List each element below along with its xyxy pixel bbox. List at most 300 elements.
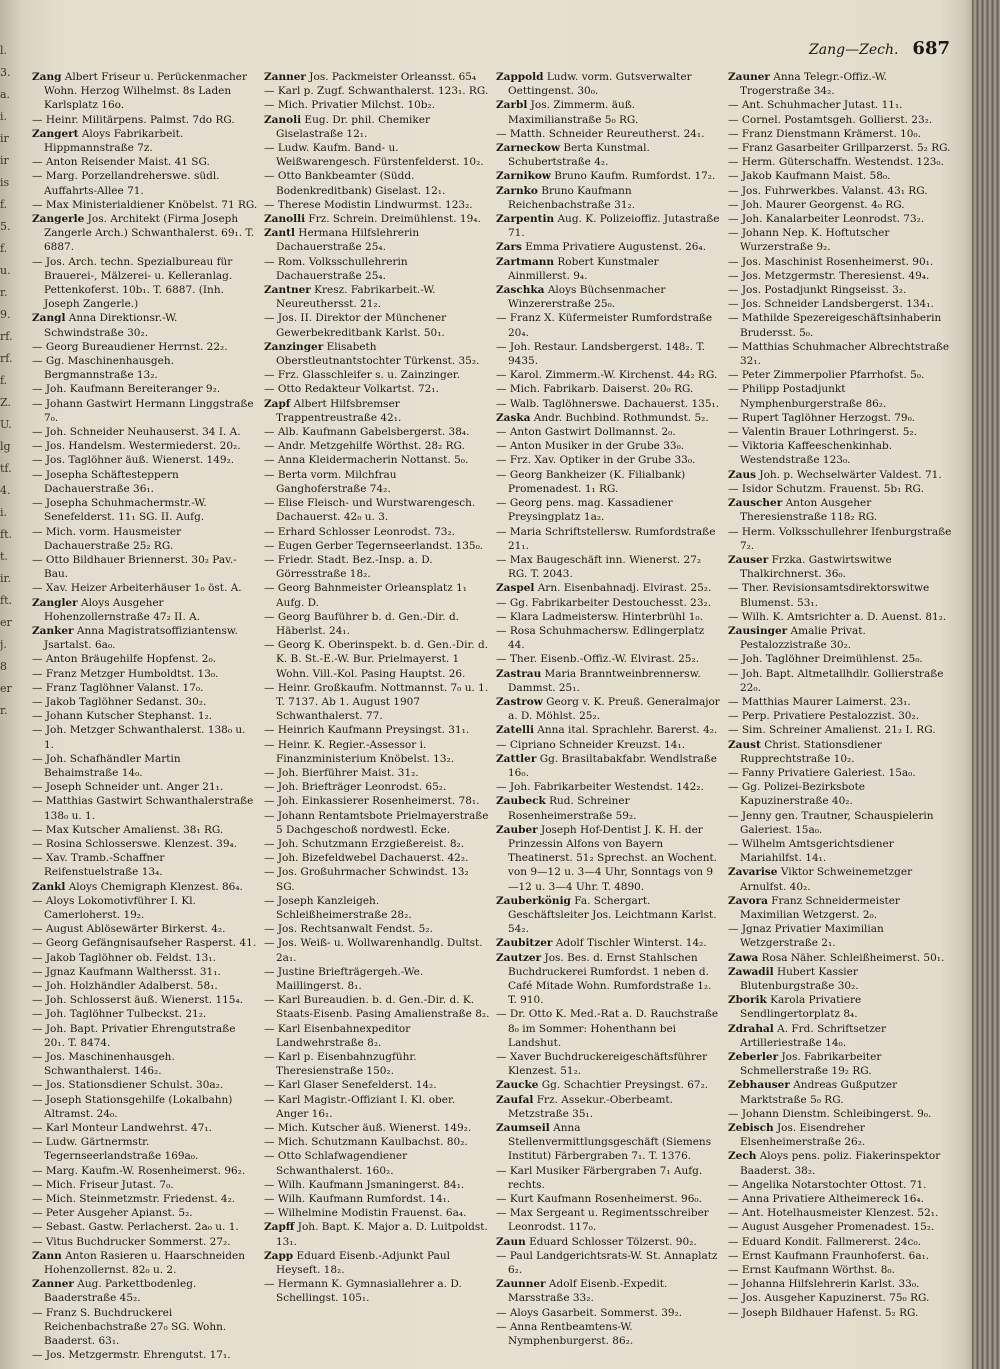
- entry-text: — Anton Gastwirt Dollmannst. 2₀.: [496, 426, 676, 439]
- directory-entry: [32, 1220, 258, 1234]
- entry-text: Karola Privatiere Sendlingertorplatz 8₄.: [740, 994, 862, 1021]
- entry-text: — Joh. Maurer Georgenst. 4₀ RG.: [728, 198, 905, 211]
- directory-entry: [496, 1121, 722, 1164]
- entry-text: Aloys pens. poliz. Fiakerinspektor Baaderst. 38₂.: [740, 1150, 941, 1177]
- entry-text: — Viktoria Kaffeeschenkinhab. Westendstraße 123₀.: [728, 440, 893, 467]
- surname-heading: Zawa: [728, 951, 759, 964]
- surname-heading: Zaspel: [496, 582, 535, 595]
- directory-entry: [728, 1149, 954, 1177]
- entry-text: — Karl Monteur Landwehrst. 47₁.: [32, 1122, 212, 1135]
- entry-text: Eduard Schlosser Tölzerst. 90₂.: [525, 1235, 697, 1248]
- entry-text: — Franz Taglöhner Valanst. 17₀.: [32, 681, 204, 694]
- surname-heading: Zarpentin: [496, 213, 555, 226]
- directory-entry: [496, 695, 722, 723]
- directory-entry: [264, 311, 490, 339]
- directory-entry: [264, 340, 490, 368]
- directory-entry: [32, 894, 258, 922]
- directory-entry: [496, 581, 722, 595]
- directory-entry: [728, 425, 954, 439]
- directory-entry: [264, 965, 490, 993]
- entry-text: — Josepha Schuhmachermstr.-W. Senefelderst. 11₁ SG. II. Aufg.: [32, 497, 207, 524]
- entry-text: — Isidor Schutzm. Frauenst. 5b₁ RG.: [728, 482, 924, 495]
- directory-entry: [264, 539, 490, 553]
- surname-heading: Zebisch: [728, 1122, 774, 1135]
- entry-text: — Jos. Maschinenhausgeh. Schwanthalerst. 146₂.: [32, 1051, 175, 1078]
- directory-entry: [264, 894, 490, 922]
- entry-text: — Franz Dienstmann Krämerst. 10₀.: [728, 127, 921, 140]
- entry-text: — Andr. Metzgehilfe Wörthst. 28₂ RG.: [264, 440, 465, 453]
- directory-entry: [496, 823, 722, 894]
- directory-entry: [264, 382, 490, 396]
- directory-entry: [264, 553, 490, 581]
- entry-text: Maria Branntweinbrennersw. Dammst. 25₁.: [508, 667, 701, 694]
- surname-heading: Zankl: [32, 880, 66, 893]
- directory-entry: [264, 780, 490, 794]
- directory-entry: [32, 468, 258, 496]
- directory-entry: [32, 752, 258, 780]
- entry-text: — Otto Bildhauer Briennerst. 30₂ Pav.-Bau.: [32, 553, 237, 581]
- edge-fragment: er: [0, 682, 12, 695]
- directory-entry: [728, 1306, 954, 1320]
- directory-entry: [728, 482, 954, 496]
- directory-entry: [496, 340, 722, 368]
- directory-entry: [728, 780, 954, 808]
- directory-entry: [264, 738, 490, 766]
- edge-fragment: f.: [0, 374, 8, 387]
- entry-text: — Georg Bauführer b. d. Gen.-Dir. d. Häberlst. 24₁.: [264, 610, 459, 637]
- entry-text: — Heinr. K. Regier.-Assessor i. Finanzministerium Knöbelst. 13₂.: [264, 738, 455, 765]
- directory-entry: [496, 1192, 722, 1206]
- surname-heading: Zaus: [728, 468, 757, 481]
- directory-entry: [496, 596, 722, 610]
- directory-entry: [496, 624, 722, 652]
- surname-heading: Zausinger: [728, 624, 788, 637]
- directory-entry: [496, 1320, 722, 1348]
- surname-heading: Zauberkönig: [496, 894, 571, 907]
- surname-heading: Zaun: [496, 1235, 526, 1248]
- entry-text: — Walb. Taglöhnerswe. Dachauerst. 135₁.: [496, 397, 720, 410]
- entry-text: — Karl p. Zugf. Schwanthalerst. 123₁. RG.: [264, 85, 489, 98]
- directory-entry: [32, 993, 258, 1007]
- directory-entry: [728, 1263, 954, 1277]
- directory-entry: [496, 382, 722, 396]
- entry-text: — Therese Modistin Lindwurmst. 123₂.: [264, 198, 473, 211]
- entry-text: — Max Baugeschäft inn. Wienerst. 27₂ RG. T. 2043.: [496, 553, 702, 581]
- surname-heading: Zaufal: [496, 1093, 534, 1106]
- surname-heading: Zaschka: [496, 284, 545, 297]
- entry-text: — Mich. Friseur Jutast. 7₀.: [32, 1178, 174, 1191]
- directory-entry: [728, 1249, 954, 1263]
- directory-entry: [32, 667, 258, 681]
- entry-text: — Karl Magistr.-Offiziant I. Kl. ober. Anger 16₁.: [264, 1093, 456, 1120]
- entry-text: — Max Kutscher Amalienst. 38₁ RG.: [32, 823, 224, 836]
- directory-entry: [728, 1291, 954, 1305]
- directory-entry: [32, 709, 258, 723]
- directory-entry: [32, 1078, 258, 1092]
- entry-text: — Johann Nep. K. Hoftutscher Wurzerstraße 9₂.: [728, 227, 890, 254]
- directory-entry: [496, 738, 722, 752]
- entry-text: Anna Magistratsoffiziantensw. Jsartalst. 6a₀.: [44, 624, 238, 652]
- surname-heading: Zarnko: [496, 184, 538, 197]
- column-1: [32, 70, 258, 1360]
- directory-entry: [728, 766, 954, 780]
- entry-text: — Philipp Postadjunkt Nymphenburgerstraße 86₂.: [728, 383, 887, 410]
- entry-text: — Justine Briefträgergeh.-We. Maillingerst. 8₁.: [264, 965, 424, 992]
- directory-entry: [496, 780, 722, 794]
- entry-text: — Karol. Zimmerm.-W. Kirchenst. 44₂ RG.: [496, 369, 718, 382]
- directory-entry: [728, 113, 954, 127]
- entry-text: — Aloys Lokomotivführer I. Kl. Camerloherst. 19₂.: [32, 894, 196, 921]
- directory-entry: [264, 1249, 490, 1277]
- entry-text: — Jos. Taglöhner äuß. Wienerst. 149₂.: [32, 454, 235, 467]
- directory-entry: [728, 1220, 954, 1234]
- entry-text: — Georg pens. mag. Kassadiener Preysingplatz 1a₂.: [496, 497, 673, 524]
- directory-entry: [264, 1220, 490, 1248]
- surname-heading: Zangler: [32, 596, 78, 609]
- entry-text: — Joh. Einkassierer Rosenheimerst. 78₁.: [264, 795, 480, 808]
- entry-text: Anton Ausgeher Theresienstraße 118₂ RG.: [740, 497, 878, 524]
- entry-text: Frzka. Gastwirtswitwe Thalkirchnerst. 36₀.: [740, 553, 892, 581]
- entry-text: Jos. Zimmerm. äuß. Maximilianstraße 5₀ RG.: [508, 99, 639, 126]
- entry-text: — Jakob Kaufmann Maist. 58₀.: [728, 170, 891, 183]
- entry-text: Jos. Packmeister Orleansst. 65₄: [305, 71, 477, 83]
- directory-entry: [264, 865, 490, 893]
- directory-entry: [264, 141, 490, 169]
- surname-heading: Zaumseil: [496, 1122, 550, 1135]
- entry-text: — Joh. Fabrikarbeiter Westendst. 142₂.: [496, 781, 704, 794]
- entry-text: — Georg Bankheizer (K. Filialbank) Promenadest. 1₁ RG.: [496, 468, 686, 495]
- entry-text: — Franz X. Küfermeister Rumfordstraße 20₄.: [496, 312, 713, 339]
- surname-heading: Zanner: [264, 71, 306, 83]
- entry-text: Andreas Gußputzer Marktstraße 5₀ RG.: [740, 1079, 898, 1106]
- book-page-edges: [972, 0, 1000, 1369]
- directory-entry: [728, 496, 954, 524]
- entry-text: Eduard Eisenb.-Adjunkt Paul Heyseft. 18₂.: [276, 1249, 450, 1277]
- entry-text: — Mathilde Spezereigeschäftsinhaberin Brudersst. 5₀.: [728, 312, 942, 339]
- entry-text: — Jakob Taglöhner Sedanst. 30₂.: [32, 695, 207, 708]
- surname-heading: Zaubeck: [496, 795, 546, 808]
- surname-heading: Zaska: [496, 411, 531, 424]
- edge-fragment: i.: [0, 110, 8, 123]
- entry-text: — Karl Musiker Färbergraben 7₁ Aufg. rechts.: [496, 1164, 703, 1191]
- directory-entry: [264, 766, 490, 780]
- entry-text: Emma Privatiere Augustenst. 26₄.: [521, 241, 707, 254]
- entry-text: — Wilhelm Amtsgerichtsdiener Mariahilfst. 14₁.: [728, 837, 894, 865]
- directory-entry: [32, 624, 258, 652]
- entry-text: — Joh. Bierführer Maist. 31₂.: [264, 766, 419, 779]
- surname-heading: Zangert: [32, 127, 79, 140]
- directory-entry: [32, 1192, 258, 1206]
- directory-entry: [32, 1249, 258, 1277]
- directory-entry: [728, 184, 954, 198]
- directory-entry: [496, 894, 722, 937]
- entry-text: — Joh. Taglöhner Tulbeckst. 21₂.: [32, 1008, 207, 1021]
- directory-entry: [32, 922, 258, 936]
- directory-entry: [496, 667, 722, 695]
- edge-fragment: Z.: [0, 396, 11, 409]
- entry-text: — Joh. Schlosserst äuß. Wienerst. 115₄.: [32, 994, 244, 1007]
- directory-entry: [32, 553, 258, 581]
- entry-text: — Joh. Kaufmann Bereiteranger 9₂.: [32, 383, 221, 396]
- entry-text: — Rupert Taglöhner Herzogst. 79₀.: [728, 411, 916, 424]
- directory-entry: [32, 340, 258, 354]
- edge-fragment: j.: [0, 638, 7, 651]
- directory-entry: [728, 809, 954, 837]
- surname-heading: Zartmann: [496, 255, 555, 268]
- entry-text: — Ludw. Kaufm. Band- u. Weißwarengesch. Fürstenfelderst. 10₂.: [264, 142, 484, 169]
- adjacent-page-edge-text: [0, 40, 24, 1340]
- directory-entry: [728, 525, 954, 553]
- entry-text: — Otto Bankbeamter (Südd. Bodenkreditbank) Giselast. 12₁.: [264, 170, 446, 197]
- entry-text: — Kurt Kaufmann Rosenheimerst. 96₀.: [496, 1193, 702, 1206]
- entry-text: Robert Kunstmaler Ainmillerst. 9₄.: [508, 255, 659, 282]
- entry-text: — Joh. Briefträger Leonrodst. 65₂.: [264, 781, 447, 794]
- column-4: [728, 70, 954, 1360]
- entry-text: — Berta vorm. Milchfrau Ganghoferstraße 74₂.: [264, 468, 397, 495]
- entry-text: — Gg. Fabrikarbeiter Destouchesst. 23₂.: [496, 596, 712, 609]
- directory-entry: [496, 1235, 722, 1249]
- entry-text: Joh. Bapt. K. Major a. D. Luitpoldst. 13₁.: [276, 1221, 488, 1248]
- entry-text: — Otto Schlafwagendiener Schwanthalerst. 160₂.: [264, 1150, 408, 1177]
- entry-text: Elisabeth Oberstleutnantstochter Türkenst. 35₂.: [276, 340, 480, 368]
- directory-entry: [32, 1164, 258, 1178]
- entry-text: — Karl Glaser Senefelderst. 14₂.: [264, 1079, 437, 1092]
- surname-heading: Zantl: [264, 227, 295, 240]
- entry-text: — Peter Ausgeher Apianst. 5₂.: [32, 1207, 193, 1220]
- entry-text: — Rosina Schlosserswe. Klenzest. 39₄.: [32, 837, 238, 850]
- directory-entry: [496, 752, 722, 780]
- entry-text: — Mich. Steinmetzmstr. Friedenst. 4₂.: [32, 1193, 236, 1206]
- directory-entry: [728, 155, 954, 169]
- directory-entry: [32, 127, 258, 155]
- surname-heading: Zanker: [32, 624, 74, 637]
- entry-text: — Jgnaz Privatier Maximilian Wetzgerstraße 2₁.: [728, 923, 884, 950]
- surname-heading: Zaubitzer: [496, 937, 553, 950]
- entry-text: — Gg. Maschinenhausgeh. Bergmannstraße 13₂.: [32, 355, 174, 382]
- directory-entry: [496, 255, 722, 283]
- directory-entry: [264, 98, 490, 112]
- running-head: Zang—Zech.: [809, 42, 899, 58]
- surname-heading: Zastrow: [496, 695, 543, 708]
- entry-text: — Joh. Schneider Neuhauserst. 34 I. A.: [32, 426, 241, 439]
- directory-entry: [728, 993, 954, 1021]
- surname-heading: Zaust: [728, 738, 761, 751]
- entry-text: — Karl Eisenbahnexpeditor Landwehrstraße 8₂.: [264, 1022, 411, 1049]
- entry-text: — Angelika Notarstochter Ottost. 71.: [728, 1178, 927, 1191]
- entry-text: Bruno Kaufm. Rumfordst. 17₂.: [550, 170, 716, 183]
- edge-fragment: er: [0, 616, 12, 629]
- directory-entry: [32, 354, 258, 382]
- directory-entry: [264, 212, 490, 226]
- directory-entry: [728, 837, 954, 865]
- entry-text: — Elise Fleisch- und Wurstwarengesch. Dachauerst. 42₀ u. 3.: [264, 497, 476, 524]
- entry-text: — Karl Bureaudien. b. d. Gen.-Dir. d. K. Staats-Eisenb. Pasing Amalienstraße 8₂.: [264, 994, 490, 1021]
- entry-text: Berta Kunstmal. Schubertstraße 4₂.: [508, 142, 650, 169]
- directory-entry: [496, 553, 722, 581]
- directory-entry: [32, 1178, 258, 1192]
- edge-fragment: rf.: [0, 330, 13, 343]
- directory-entry: [264, 1206, 490, 1220]
- entry-text: — Matthias Gastwirt Schwanthalerstraße 138₀ u. 1.: [32, 795, 254, 822]
- entry-text: Albert Friseur u. Perückenmacher Wohn. Herzog Wilhelmst. 8s Laden Karlsplatz 16o.: [44, 71, 247, 112]
- directory-entry: [496, 1249, 722, 1277]
- entry-text: — Matthias Schuhmacher Albrechtstraße 32₁.: [728, 340, 950, 368]
- entry-text: — Erhard Schlosser Leonrodst. 73₂.: [264, 525, 456, 538]
- entry-text: — Rosa Schuhmachersw. Edlingerplatz 44.: [496, 624, 705, 652]
- directory-entry: [728, 922, 954, 950]
- entry-text: — Jos. Weiß- u. Wollwarenhandlg. Dultst. 2a₁.: [264, 937, 483, 964]
- directory-entry: [496, 411, 722, 425]
- surname-heading: Zarnikow: [496, 170, 551, 183]
- entry-text: — Valentin Brauer Lothringerst. 5₂.: [728, 426, 917, 439]
- entry-text: — Alb. Kaufmann Gabelsbergerst. 38₄.: [264, 426, 470, 439]
- entry-text: — Marg. Porzellandreherswe. südl. Auffahrts-Allee 71.: [32, 170, 220, 197]
- directory-entry: [32, 169, 258, 197]
- entry-text: Andr. Buchbind. Rothmundst. 5₂.: [530, 411, 709, 424]
- entry-text: — Joh. Bizefeldwebel Dachauerst. 42₂.: [264, 852, 469, 865]
- entry-text: Joh. p. Wechselwärter Valdest. 71.: [756, 468, 942, 481]
- entry-text: Christ. Stationsdiener Rupprechtstraße 10₂.: [740, 738, 882, 765]
- directory-entry: [496, 1277, 722, 1305]
- entry-text: Jos. Eisendreher Elsenheimerstraße 26₂.: [740, 1122, 866, 1149]
- surname-heading: Zarbl: [496, 99, 528, 112]
- directory-entry: [728, 652, 954, 666]
- directory-entry: [264, 453, 490, 467]
- directory-entry: [496, 453, 722, 467]
- surname-heading: Zaucke: [496, 1079, 539, 1092]
- entry-text: — Wilhelmine Modistin Frauenst. 6a₄.: [264, 1207, 467, 1220]
- directory-entry: [728, 70, 954, 98]
- surname-heading: Zawadil: [728, 965, 774, 978]
- directory-entry: [496, 425, 722, 439]
- directory-entry: [32, 780, 258, 794]
- directory-entry: [32, 936, 258, 950]
- entry-text: — Jos. Stationsdiener Schulst. 30a₂.: [32, 1079, 224, 1092]
- directory-entry: [728, 283, 954, 297]
- directory-entry: [496, 496, 722, 524]
- directory-entry: [728, 1107, 954, 1121]
- entry-text: Jos. Bes. d. Ernst Stahlschen Buchdruckerei Rumfordst. 1 neben d. Café Mitade Wohn. Rumfordstraße 1₂. T. 910.: [508, 951, 712, 1007]
- directory-entry: [264, 468, 490, 496]
- directory-entry: [728, 98, 954, 112]
- directory-entry: [264, 610, 490, 638]
- directory-entry: [728, 1121, 954, 1149]
- directory-entry: [728, 1192, 954, 1206]
- directory-entry: [728, 127, 954, 141]
- entry-text: — Jakob Taglöhner ob. Feldst. 13₁.: [32, 951, 216, 964]
- entry-text: — Jos. Metzgermstr. Ehrengutst. 17₁.: [32, 1349, 231, 1360]
- directory-entry: [728, 439, 954, 467]
- edge-fragment: ir.: [0, 572, 12, 585]
- directory-entry: [32, 70, 258, 113]
- directory-entry: [728, 411, 954, 425]
- directory-entry: [32, 1135, 258, 1163]
- entry-text: — Matthias Maurer Laimerst. 23₁.: [728, 695, 911, 708]
- directory-entry: [496, 652, 722, 666]
- edge-fragment: ir: [0, 132, 9, 145]
- entry-text: — Cornel. Postamtsgeh. Gollierst. 23₂.: [728, 113, 933, 126]
- entry-text: — Rom. Volksschullehrerin Dachauerstraße 25₄.: [264, 255, 408, 282]
- directory-entry: [728, 553, 954, 581]
- directory-entry: [264, 397, 490, 425]
- directory-entry: [264, 1192, 490, 1206]
- surname-heading: Zauner: [728, 71, 770, 83]
- entry-text: Gg. Schachtier Preysingst. 67₂.: [538, 1079, 709, 1092]
- directory-entry: [32, 198, 258, 212]
- surname-heading: Zaunner: [496, 1278, 546, 1291]
- entry-text: — Mich. vorm. Hausmeister Dachauerstraße 25₂ RG.: [32, 525, 182, 552]
- edge-fragment: i.: [0, 506, 8, 519]
- entry-text: — Frz. Xav. Optiker in der Grube 33₀.: [496, 454, 696, 467]
- directory-entry: [728, 1050, 954, 1078]
- column-2: [264, 70, 490, 1360]
- directory-entry: [496, 70, 722, 98]
- edge-fragment: lg: [0, 440, 11, 453]
- directory-entry: [264, 226, 490, 254]
- directory-entry: [32, 212, 258, 255]
- directory-entry: [496, 141, 722, 169]
- entry-text: — Ludw. Gärtnermstr. Tegernseerlandstraße 169a₀.: [32, 1136, 199, 1163]
- directory-entry: [496, 936, 722, 950]
- directory-entry: [264, 425, 490, 439]
- entry-text: — Matth. Schneider Reureutherst. 24₁.: [496, 127, 705, 140]
- entry-text: Anna Telegr.-Offiz.-W. Trogerstraße 34₂.: [740, 71, 888, 98]
- entry-text: — Friedr. Stadt. Bez.-Insp. a. D. Görresstraße 18₂.: [264, 553, 433, 581]
- directory-entry: [728, 255, 954, 269]
- surname-heading: Zarneckow: [496, 142, 561, 155]
- directory-entry: [496, 1206, 722, 1234]
- directory-entry: [32, 837, 258, 851]
- directory-entry: [264, 581, 490, 609]
- entry-text: — Jos. Arch. techn. Spezialbureau für Brauerei-, Mälzerei- u. Kelleranlag. Pettenkoferst. 10b₁. T. 6887. (Inh. Joseph Zangerle.): [32, 255, 233, 311]
- directory-entry: [728, 894, 954, 922]
- directory-entry: [32, 382, 258, 396]
- entry-text: — Joh. Restaur. Landsbergerst. 148₂. T. 9435.: [496, 340, 706, 368]
- entry-text: — Johann Rentamtsbote Prielmayerstraße 5 Dachgeschoß nordwestl. Ecke.: [264, 809, 489, 836]
- directory-entry: [728, 695, 954, 709]
- surname-heading: Zebhauser: [728, 1079, 790, 1092]
- entry-text: — Peter Zimmerpolier Pfarrhofst. 5₀.: [728, 369, 925, 382]
- directory-entry: [264, 113, 490, 141]
- entry-text: Ludw. vorm. Gutsverwalter Oettingenst. 30₀.: [508, 71, 692, 98]
- edge-fragment: l.: [0, 44, 8, 57]
- directory-entry: [728, 1022, 954, 1050]
- entry-text: Bruno Kaufmann Reichenbachstraße 31₂.: [508, 184, 636, 211]
- entry-text: — Gg. Polizei-Bezirksbote Kapuzinerstraße 40₂.: [728, 781, 866, 808]
- directory-entry: [496, 468, 722, 496]
- entry-text: — Georg Bureaudiener Herrnst. 22₂.: [32, 340, 228, 353]
- entry-text: — Joh. Holzhändler Adalberst. 58₁.: [32, 980, 218, 992]
- entry-text: — Jos. Fuhrwerkbes. Valanst. 43₁ RG.: [728, 184, 928, 197]
- surname-heading: Zdrahal: [728, 1022, 774, 1035]
- directory-entry: [264, 70, 490, 84]
- entry-text: — Frz. Glasschleifer s. u. Zainzinger.: [264, 369, 461, 382]
- entry-text: — Anton Reisender Maist. 41 SG.: [32, 156, 210, 169]
- entry-text: — Mich. Privatier Milchst. 10b₂.: [264, 99, 436, 112]
- entry-text: — Johann Kutscher Stephanst. 1₂.: [32, 710, 213, 723]
- surname-heading: Zauber: [496, 823, 538, 836]
- directory-entry: [496, 723, 722, 737]
- directory-entry: [496, 1093, 722, 1121]
- directory-entry: [496, 98, 722, 126]
- entry-text: — Mich. Kutscher äuß. Wienerst. 149₂.: [264, 1122, 472, 1135]
- entry-text: Aloys Chemigraph Klenzest. 86₄.: [65, 880, 243, 893]
- directory-entry: [32, 951, 258, 965]
- entry-text: — Franz S. Buchdruckerei Reichenbachstraße 27₀ SG. Wohn. Baaderst. 63₁.: [32, 1306, 227, 1348]
- entry-text: — Georg Gefängnisaufseher Rasperst. 41.: [32, 937, 257, 950]
- directory-entry: [728, 1206, 954, 1220]
- directory-entry: [496, 1078, 722, 1092]
